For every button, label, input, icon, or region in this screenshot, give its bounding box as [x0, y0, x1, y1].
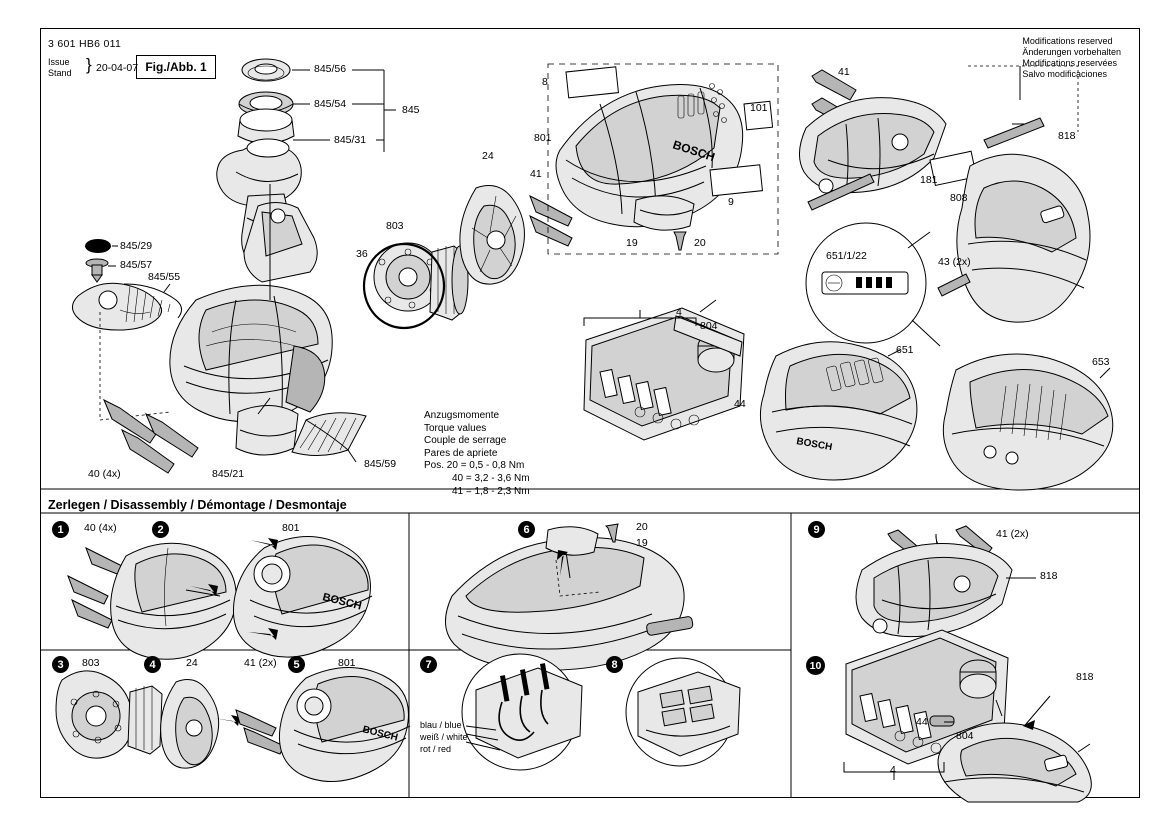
part-number: 3 601 HB6 011 — [48, 38, 122, 50]
step-10-badge: 10 — [806, 656, 825, 675]
issue-date: 20-04-07 — [96, 62, 139, 74]
modifications-line-es: Salvo modificaciones — [1022, 69, 1107, 79]
torque-title-es: Pares de apriete — [424, 447, 498, 459]
figure-label: Fig./Abb. 1 — [145, 60, 207, 74]
step-9-badge: 9 — [808, 521, 825, 538]
torque-row-20: Pos. 20 = 0,5 - 0,8 Nm — [424, 460, 525, 472]
torque-row-41: 41 = 1,8 - 2,3 Nm — [452, 485, 530, 497]
label-808: 808 — [950, 192, 968, 204]
step10-label-44: 44 — [916, 716, 928, 728]
label-804: 804 — [700, 320, 718, 332]
label-19: 19 — [626, 237, 638, 249]
label-845-54: 845/54 — [314, 98, 347, 110]
step4-label-24: 24 — [186, 657, 198, 669]
torque-title-de: Anzugsmomente — [424, 410, 500, 421]
label-101: 101 — [750, 102, 768, 114]
svg-text:BOSCH: BOSCH — [321, 591, 363, 613]
modifications-line-fr: Modifications reservées — [1022, 58, 1117, 68]
label-845-56: 845/56 — [314, 63, 347, 75]
step-2-badge: 2 — [152, 521, 169, 538]
step-1-badge: 1 — [52, 521, 69, 538]
label-36: 36 — [356, 248, 368, 260]
stand-label: Stand — [48, 68, 72, 78]
label-845-21: 845/21 — [212, 468, 245, 480]
label-651-1-22: 651/1/22 — [826, 250, 867, 262]
label-181: 181 — [920, 174, 938, 186]
label-845-31: 845/31 — [334, 134, 367, 146]
label-40-4x: 40 (4x) — [88, 468, 121, 480]
svg-text:BOSCH: BOSCH — [671, 137, 717, 165]
step6-label-19: 19 — [636, 537, 648, 549]
torque-title-fr: Couple de serrage — [424, 435, 507, 447]
label-24: 24 — [482, 150, 494, 162]
step10-label-4: 4 — [890, 764, 896, 776]
label-845-59: 845/59 — [364, 458, 397, 470]
label-845-29: 845/29 — [120, 240, 153, 252]
step-7-badge: 7 — [420, 656, 437, 673]
step1-label-40: 40 (4x) — [84, 522, 117, 534]
label-845: 845 — [402, 104, 420, 116]
label-803: 803 — [386, 220, 404, 232]
label-43-2x: 43 (2x) — [938, 256, 971, 268]
svg-text:BOSCH: BOSCH — [795, 436, 833, 454]
wire-label-blue: blau / blue — [420, 720, 462, 730]
step-5-badge: 5 — [288, 656, 305, 673]
label-653: 653 — [1092, 356, 1110, 368]
step3-label-803: 803 — [82, 657, 100, 669]
step10-label-818: 818 — [1076, 671, 1094, 683]
step-6-badge: 6 — [518, 521, 535, 538]
wire-label-white: weiß / white — [420, 732, 468, 742]
step10-label-804: 804 — [956, 730, 974, 742]
label-20: 20 — [694, 237, 706, 249]
label-4: 4 — [676, 306, 682, 318]
torque-title-en: Torque values — [424, 422, 487, 434]
label-818-top: 818 — [1058, 130, 1076, 142]
label-651: 651 — [896, 344, 914, 356]
step-8-badge: 8 — [606, 656, 623, 673]
modifications-line-de: Änderungen vorbehalten — [1022, 47, 1121, 57]
modifications-line-en: Modifications reserved — [1022, 36, 1113, 46]
label-41: 41 — [530, 168, 542, 180]
step-4-badge: 4 — [144, 656, 161, 673]
label-9: 9 — [728, 196, 734, 208]
label-845-55: 845/55 — [148, 271, 181, 283]
label-801: 801 — [534, 132, 552, 144]
label-8: 8 — [542, 76, 548, 88]
label-44: 44 — [734, 398, 746, 410]
label-845-57: 845/57 — [120, 259, 153, 271]
step6-label-20: 20 — [636, 521, 648, 533]
step9-label-41: 41 (2x) — [996, 528, 1029, 540]
disassembly-section-title: Zerlegen / Disassembly / Démontage / Desmontaje — [48, 498, 347, 512]
brace-glyph: } — [86, 55, 92, 74]
label-41-top: 41 — [838, 66, 850, 78]
wire-label-red: rot / red — [420, 744, 452, 754]
step9-label-818: 818 — [1040, 570, 1058, 582]
step5-label-801: 801 — [338, 657, 356, 669]
step-3-badge: 3 — [52, 656, 69, 673]
torque-row-40: 40 = 3,2 - 3,6 Nm — [452, 472, 530, 484]
issue-label: Issue — [48, 57, 70, 67]
step5-label-41: 41 (2x) — [244, 657, 277, 669]
step2-label-801: 801 — [282, 522, 300, 534]
svg-text:BOSCH: BOSCH — [361, 724, 399, 744]
